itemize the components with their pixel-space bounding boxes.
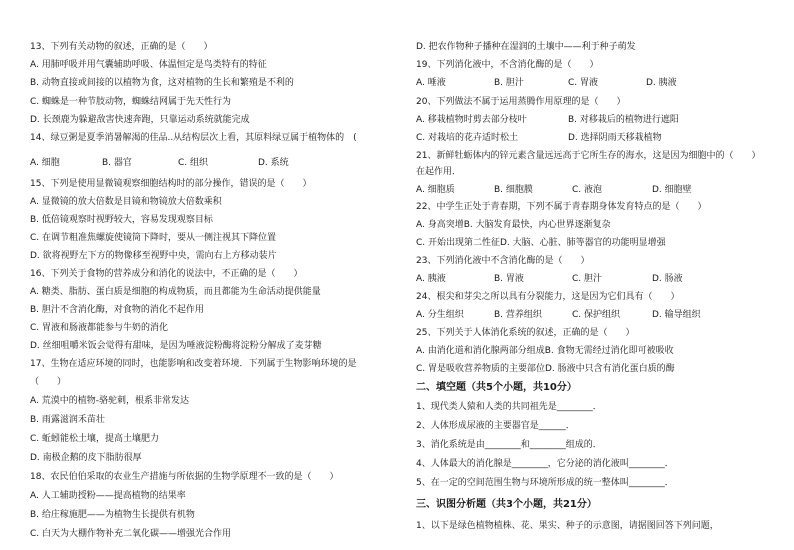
question-24: 24、根尖和芽尖之所以具有分裂能力，这是因为它们具有（ ） — [416, 292, 680, 302]
fill-2: 2、人体形成尿液的主要器官是______． — [416, 421, 575, 431]
question-21: 21、新鲜牡蛎体内的锌元素含量远远高于它所生存的海水，这是因为细胞中的（ ） — [416, 151, 761, 161]
option-23c: C. 胆汁 — [572, 274, 603, 284]
option-14d: D. 系统 — [258, 158, 289, 168]
fill-3: 3、消化系统是由________和________组成的． — [416, 440, 602, 450]
option-15a: A. 显微镜的放大倍数是目镜和物镜放大倍数乘积 — [30, 197, 222, 207]
option-21a: A. 细胞质 — [416, 185, 455, 195]
fill-1: 1、现代类人猿和人类的共同祖先是________． — [416, 402, 602, 412]
option-25cd: C. 胃是吸收营养物质的主要部位D. 肠液中只含有消化蛋白质的酶 — [416, 364, 675, 374]
q20-options-cd — [416, 132, 776, 144]
question-22: 22、中学生正处于青春期，下列不属于青春期身体发育特点的是（ ） — [416, 202, 707, 212]
option-23d: D. 肠液 — [652, 274, 683, 284]
option-24d: D. 输导组织 — [652, 310, 701, 320]
option-21d: D. 细胞壁 — [652, 185, 692, 195]
option-13c: C. 蜘蛛是一种节肢动物，蜘蛛结网属于先天性行为 — [30, 97, 232, 107]
option-22cd: C. 开始出现第二性征D. 大脑、心脏、肺等器官的功能明显增强 — [416, 238, 666, 248]
option-16a: A. 糖类、脂肪、蛋白质是细胞的构成物质，而且都能为生命活动提供能量 — [30, 287, 321, 297]
option-20c: C. 对栽培的花卉适时松土 — [416, 133, 519, 143]
q23-options — [416, 273, 776, 285]
question-18: 18、农民伯伯采取的农业生产措施与所依据的生物学原理不一致的是（ ） — [30, 472, 339, 482]
q14-options — [30, 157, 390, 169]
question-23: 23、下列消化液中不含消化酶的是（ ） — [416, 256, 590, 266]
option-15d: D. 欲将视野左下方的物像移至视野中央，需向右上方移动装片 — [30, 251, 277, 261]
question-19: 19、下列消化液中，不含消化酶的是（ ） — [416, 60, 599, 70]
question-16: 16、下列关于食物的营养成分和消化的说法中，不正确的是（ ） — [30, 269, 303, 279]
option-13d: D. 长颈鹿为躲避敌害快速奔跑，只靠运动系统就能完成 — [30, 115, 250, 125]
option-23a: A. 胰液 — [416, 274, 446, 284]
option-18d: D. 把农作物种子播种在湿润的土壤中——利于种子萌发 — [416, 42, 636, 52]
option-18c: C. 白天为大棚作物补充二氧化碳——增强光合作用 — [30, 529, 232, 539]
option-22ab: A. 身高突增B. 大脑发育最快，内心世界逐渐复杂 — [416, 220, 611, 230]
section-fill-heading: 二、填空题（共5个小题，共10分） — [416, 382, 577, 393]
section-diagram-heading: 三、识图分析题（共3个小题，共21分） — [416, 499, 597, 510]
option-14c: C. 组织 — [178, 158, 209, 168]
question-20: 20、下列做法不属于运用蒸腾作用原理的是（ ） — [416, 97, 626, 107]
option-21c: C. 液泡 — [572, 185, 603, 195]
q21-options — [416, 184, 776, 196]
question-13: 13、下列有关动物的叙述，正确的是（ ） — [30, 42, 213, 52]
question-15: 15、下列是使用显微镜观察细胞结构时的部分操作，错误的是（ ） — [30, 179, 312, 189]
option-19a: A. 唾液 — [416, 78, 446, 88]
option-24a: A. 分生组织 — [416, 310, 464, 320]
option-16c: C. 胃液和肠液都能参与牛奶的消化 — [30, 323, 169, 333]
option-18b: B. 给庄稼施肥——为植物生长提供有机物 — [30, 510, 195, 520]
q20-options-ab — [416, 114, 776, 126]
question-25: 25、下列关于人体消化系统的叙述，正确的是（ ） — [416, 328, 635, 338]
option-17c: C. 蚯蚓能松土壤，提高土壤肥力 — [30, 434, 160, 444]
fill-4: 4、人体最大的消化腺是________，它分泌的消化液叫________． — [416, 459, 674, 469]
option-15c: C. 在调节粗准焦螺旋使镜筒下降时，要从一侧注视其下降位置 — [30, 233, 277, 243]
option-13b: B. 动物直接或间接的以植物为食，这对植物的生长和繁殖是不利的 — [30, 78, 294, 88]
option-20d: D. 选择阴雨天移栽植物 — [568, 133, 662, 143]
option-17b: B. 雨露滋润禾苗壮 — [30, 415, 105, 425]
option-18a: A. 人工辅助授粉——提高植物的结果率 — [30, 491, 186, 501]
option-24c: C. 保护组织 — [572, 310, 621, 320]
option-16b: B. 胆汁不含消化酶，对食物的消化不起作用 — [30, 305, 204, 315]
option-17d: D. 南极企鹅的皮下脂肪很厚 — [30, 453, 142, 463]
q19-options — [416, 77, 776, 89]
option-16d: D. 丝细咀嚼米饭会觉得有甜味，是因为唾液淀粉酶将淀粉分解成了麦芽糖 — [30, 341, 322, 351]
option-14b: B. 器官 — [102, 158, 132, 168]
question-21-cont: 在起作用． — [416, 167, 462, 177]
option-24b: B. 营养组织 — [494, 310, 542, 320]
option-23b: B. 胃液 — [494, 274, 524, 284]
option-20a: A. 移栽植物时剪去部分枝叶 — [416, 115, 527, 125]
option-19c: C. 胃液 — [568, 78, 599, 88]
option-25ab: A. 由消化道和消化腺两部分组成B. 食物无需经过消化即可被吸收 — [416, 346, 674, 356]
option-14a: A. 细胞 — [30, 158, 60, 168]
question-14: 14、绿豆粥是夏季消暑解渴的佳品..从结构层次上看，其原料绿豆属于植物体的 ( — [30, 133, 357, 143]
question-17-paren: （ ） — [30, 377, 67, 387]
option-21b: B. 细胞膜 — [494, 185, 533, 195]
option-20b: B. 对移栽后的植物进行遮阳 — [568, 115, 679, 125]
option-17a: A. 荒漠中的植物-骆驼刺，根系非常发达 — [30, 396, 189, 406]
option-19d: D. 胰液 — [646, 78, 677, 88]
option-19b: B. 胆汁 — [494, 78, 524, 88]
question-17: 17、生物在适应环境的同时，也能影响和改变着环境．下列属于生物影响环境的是 — [30, 359, 357, 369]
fill-5: 5、在一定的空间范围生物与环境所形成的统一整体叫________． — [416, 478, 674, 488]
option-13a: A. 用肺呼吸并用气囊辅助呼吸、体温恒定是鸟类特有的特征 — [30, 60, 267, 70]
diagram-question-1: 1、以下是绿色植物植株、花、果实、种子的示意图，请据图回答下列问题， — [416, 521, 719, 531]
q24-options — [416, 309, 776, 321]
option-15b: B. 低倍镜观察时视野较大，容易发现观察目标 — [30, 215, 213, 225]
